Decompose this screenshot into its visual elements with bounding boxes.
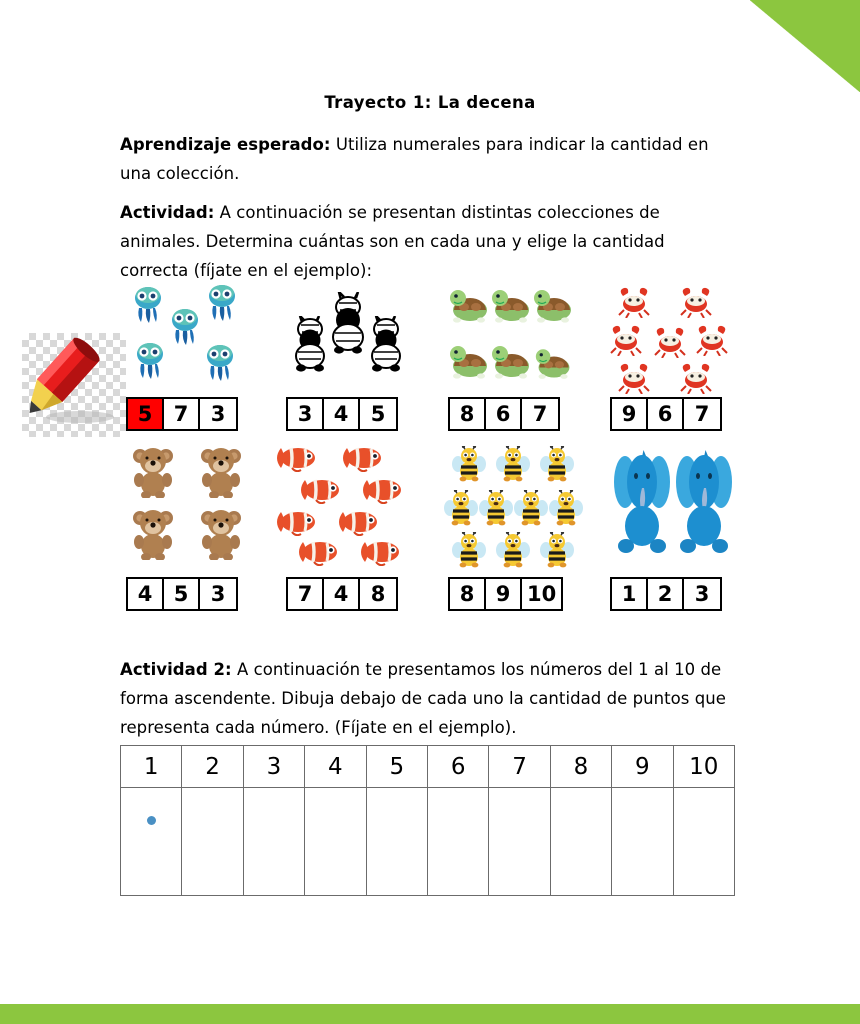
- glyph-field-elephant: [614, 450, 734, 562]
- actividad-label: Actividad:: [120, 203, 215, 222]
- options-clownfish[interactable]: [286, 577, 398, 611]
- bee-icon: [452, 532, 486, 568]
- table-header-cell: 7: [489, 746, 550, 788]
- answer-cell[interactable]: [550, 788, 611, 896]
- clownfish-icon: [272, 508, 318, 536]
- option-box[interactable]: 9: [612, 399, 648, 429]
- collection-bear: [128, 446, 248, 564]
- table-header-cell: 3: [243, 746, 304, 788]
- bee-icon: [496, 532, 530, 568]
- answer-cell[interactable]: [243, 788, 304, 896]
- table-header-cell: 6: [427, 746, 488, 788]
- option-box[interactable]: 8: [360, 579, 396, 609]
- bee-icon: [514, 490, 548, 526]
- glyph-field-turtle: [448, 282, 574, 390]
- option-box[interactable]: 5: [360, 399, 396, 429]
- options-turtle[interactable]: [448, 397, 560, 431]
- option-box[interactable]: 7: [164, 399, 200, 429]
- option-box[interactable]: 6: [486, 399, 522, 429]
- table-header-cell: 9: [612, 746, 673, 788]
- crab-icon: [652, 324, 688, 358]
- option-box[interactable]: 9: [486, 579, 522, 609]
- option-box[interactable]: 3: [200, 579, 236, 609]
- options-zebra[interactable]: [286, 397, 398, 431]
- jellyfish-icon: [200, 342, 240, 382]
- option-box[interactable]: 7: [684, 399, 720, 429]
- aprendizaje-paragraph: [120, 130, 738, 188]
- turtle-icon: [534, 342, 574, 382]
- bear-icon: [128, 508, 178, 560]
- pencil-graphic: [22, 333, 126, 437]
- aprendizaje-label: Aprendizaje esperado:: [120, 135, 331, 154]
- table-header-cell: 5: [366, 746, 427, 788]
- collection-jellyfish: [128, 282, 246, 390]
- green-corner-triangle-icon: [750, 0, 860, 92]
- zebra-icon: [364, 316, 408, 372]
- option-box[interactable]: 4: [128, 579, 164, 609]
- option-box[interactable]: 1: [612, 579, 648, 609]
- answer-cell[interactable]: [305, 788, 366, 896]
- collection-elephant: [614, 450, 734, 562]
- elephant-icon: [676, 450, 732, 554]
- bee-icon: [479, 490, 513, 526]
- option-box[interactable]: 5: [164, 579, 200, 609]
- bee-icon: [496, 446, 530, 482]
- crab-icon: [616, 284, 652, 318]
- clownfish-icon: [294, 538, 340, 566]
- actividad-paragraph: [120, 198, 738, 285]
- aprendizaje-text: Utiliza numerales para indicar la cantidad en una colección.: [120, 135, 709, 183]
- options-jellyfish[interactable]: [126, 397, 238, 431]
- options-elephant[interactable]: [610, 577, 722, 611]
- option-box[interactable]: 2: [648, 579, 684, 609]
- option-box[interactable]: 7: [522, 399, 558, 429]
- crab-icon: [694, 322, 730, 356]
- turtle-icon: [532, 282, 576, 326]
- collection-clownfish: [272, 444, 404, 568]
- turtle-icon: [448, 282, 492, 326]
- glyph-field-bee: [444, 446, 584, 568]
- bee-icon: [452, 446, 486, 482]
- actividad2-label: Actividad 2:: [120, 660, 232, 679]
- actividad2-paragraph: [120, 655, 738, 742]
- bear-icon: [196, 446, 246, 498]
- glyph-field-clownfish: [272, 444, 404, 568]
- clownfish-icon: [358, 476, 404, 504]
- option-box[interactable]: 8: [450, 579, 486, 609]
- bee-icon: [540, 532, 574, 568]
- bee-icon: [549, 490, 583, 526]
- answer-cell[interactable]: [673, 788, 734, 896]
- table-header-row: [121, 746, 735, 788]
- options-bee[interactable]: [448, 577, 563, 611]
- answer-cell[interactable]: [489, 788, 550, 896]
- table-header-cell: 10: [673, 746, 734, 788]
- answer-dot: [147, 816, 156, 825]
- turtle-icon: [448, 338, 492, 382]
- turtle-icon: [490, 338, 534, 382]
- jellyfish-icon: [128, 284, 168, 324]
- glyph-field-jellyfish: [128, 282, 246, 390]
- collection-turtle: [448, 282, 574, 390]
- crab-icon: [678, 284, 714, 318]
- options-crab[interactable]: [610, 397, 722, 431]
- jellyfish-icon: [130, 340, 170, 380]
- collection-zebra: [288, 292, 406, 390]
- turtle-icon: [490, 282, 534, 326]
- option-box[interactable]: 4: [324, 579, 360, 609]
- collection-bee: [444, 446, 584, 568]
- table-header-cell: 4: [305, 746, 366, 788]
- option-box[interactable]: 7: [288, 579, 324, 609]
- collection-crab: [608, 284, 732, 388]
- bear-icon: [128, 446, 178, 498]
- option-box[interactable]: 10: [522, 579, 561, 609]
- option-box[interactable]: 3: [200, 399, 236, 429]
- option-box[interactable]: 8: [450, 399, 486, 429]
- glyph-field-zebra: [288, 292, 406, 390]
- jellyfish-icon: [165, 306, 205, 346]
- options-bear[interactable]: [126, 577, 238, 611]
- actividad2-text: A continuación te presentamos los números del 1 al 10 de forma ascendente. Dibuja debajo de cada uno la cantidad de puntos que representa cada número. (Fíjate en el ejemplo).: [120, 660, 726, 737]
- clownfish-icon: [334, 508, 380, 536]
- option-box[interactable]: 4: [324, 399, 360, 429]
- page-title: Trayecto 1: La decena: [324, 93, 536, 112]
- answer-cell[interactable]: [366, 788, 427, 896]
- clownfish-icon: [272, 444, 318, 472]
- pencil-icon: [22, 333, 126, 437]
- clownfish-icon: [296, 476, 342, 504]
- bear-icon: [196, 508, 246, 560]
- table-header-cell: 8: [550, 746, 611, 788]
- table-row: [121, 788, 735, 896]
- table-header-cell: 2: [182, 746, 243, 788]
- crab-icon: [608, 322, 644, 356]
- table-header-cell: 1: [121, 746, 182, 788]
- answer-cell[interactable]: [182, 788, 243, 896]
- answer-cell[interactable]: [612, 788, 673, 896]
- option-box[interactable]: 3: [288, 399, 324, 429]
- answer-cell[interactable]: [427, 788, 488, 896]
- green-footer-bar-icon: [0, 1004, 860, 1024]
- crab-icon: [616, 360, 652, 394]
- crab-icon: [678, 360, 714, 394]
- actividad-text: A continuación se presentan distintas colecciones de animales. Determina cuántas son en cada una y elige la cantidad correcta (fíjate en el ejemplo):: [120, 203, 665, 280]
- option-box[interactable]: 3: [684, 579, 720, 609]
- elephant-icon: [614, 450, 670, 554]
- clownfish-icon: [356, 538, 402, 566]
- number-dots-table: [120, 745, 735, 896]
- option-box[interactable]: 5: [128, 399, 164, 429]
- option-box[interactable]: 6: [648, 399, 684, 429]
- jellyfish-icon: [202, 282, 242, 322]
- bee-icon: [540, 446, 574, 482]
- glyph-field-bear: [128, 446, 248, 564]
- glyph-field-crab: [608, 284, 732, 388]
- bee-icon: [444, 490, 478, 526]
- clownfish-icon: [338, 444, 384, 472]
- answer-cell[interactable]: [121, 788, 182, 896]
